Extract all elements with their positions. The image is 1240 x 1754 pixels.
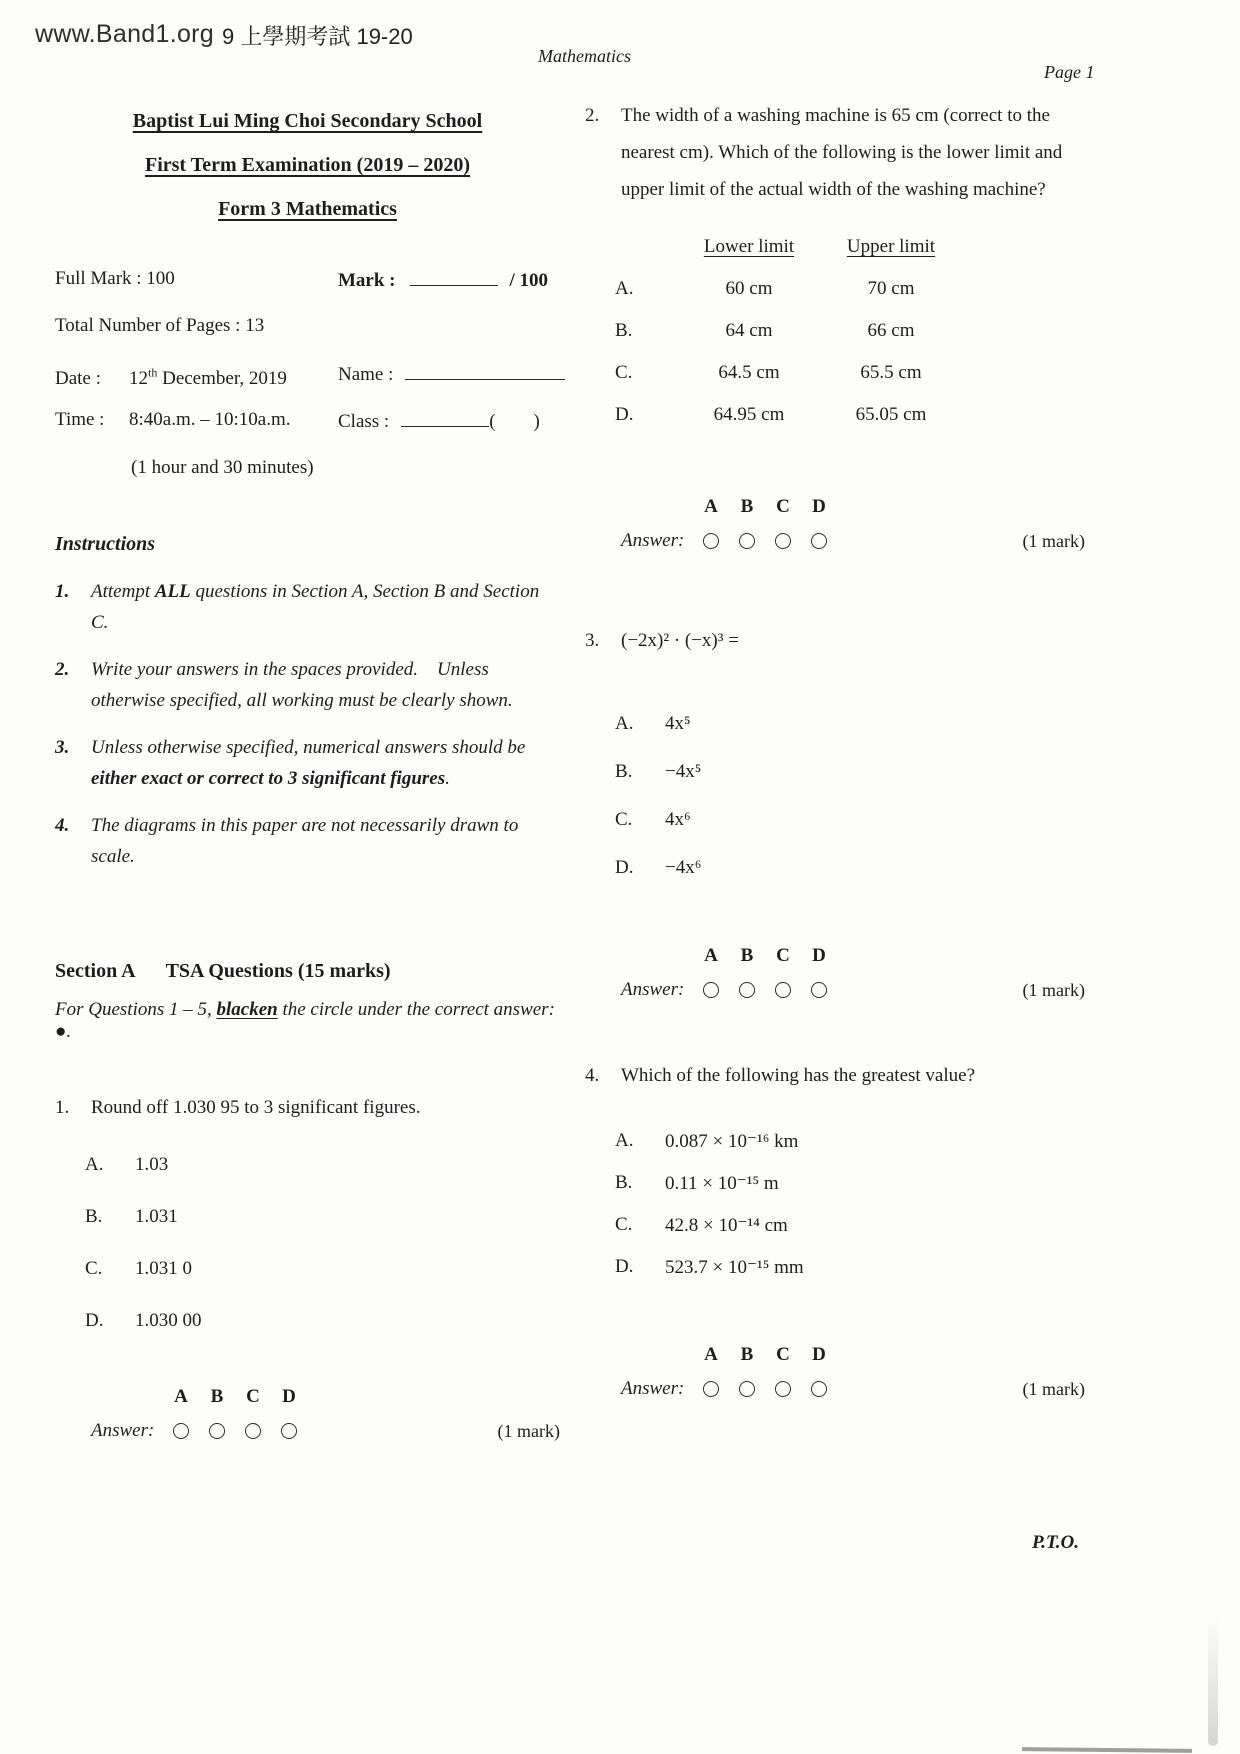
answer-label: Answer: <box>621 979 685 1000</box>
question-2 <box>585 97 1085 552</box>
limits-table <box>615 236 1085 426</box>
question-2-head <box>585 97 1085 208</box>
answer-letter-d: D <box>812 1344 826 1365</box>
answer-letter-c: C <box>776 1344 790 1365</box>
question-2-answer-block <box>585 496 1085 552</box>
time-value: 8:40a.m. – 10:10a.m. <box>129 409 291 430</box>
instruction-item-4 <box>55 810 560 872</box>
question-text: Which of the following has the greatest value? <box>621 1065 976 1086</box>
mark-total: / 100 <box>509 270 549 291</box>
answer-label: Answer: <box>621 1378 685 1399</box>
upper-limit-value: 66 cm <box>867 320 915 341</box>
school-header <box>55 99 560 231</box>
answer-circle-a <box>703 533 719 549</box>
answer-letter-b: B <box>740 496 754 517</box>
option-b: B. −4x⁵ <box>615 761 702 782</box>
question-1-head <box>55 1089 560 1126</box>
upper-limit-value: 70 cm <box>867 278 915 299</box>
answer-row <box>55 1420 560 1442</box>
instructions-title: Instructions <box>55 533 156 555</box>
mark-value: (1 mark) <box>1022 530 1085 551</box>
content-columns <box>55 85 1085 1442</box>
lower-limit-header: Lower limit <box>703 236 795 257</box>
instruction-number: 3. <box>55 737 70 758</box>
answer-circles <box>703 1381 827 1397</box>
instructions-section <box>55 533 560 872</box>
mark-value: (1 mark) <box>497 1420 560 1441</box>
pto-label: P.T.O. <box>1032 1532 1079 1553</box>
question-math-expression: (−2x)² · (−x)³ = <box>621 630 739 651</box>
instruction-number: 4. <box>55 815 70 836</box>
answer-letters <box>703 1344 1085 1366</box>
question-4-options <box>615 1130 1085 1298</box>
answer-circle-a <box>703 982 719 998</box>
upper-limit-value: 65.05 cm <box>855 404 927 425</box>
header-chinese-title: 9 上學期考試 19-20 <box>222 24 413 49</box>
mark-value: (1 mark) <box>1022 979 1085 1000</box>
instruction-item-3 <box>55 732 560 794</box>
answer-circle-c <box>245 1423 261 1439</box>
right-column <box>585 85 1085 1442</box>
lower-limit-value: 64.95 cm <box>713 404 785 425</box>
answer-circle-b <box>739 1381 755 1397</box>
instruction-number: 1. <box>55 581 70 602</box>
question-1-options <box>85 1154 560 1362</box>
option-d: D. 523.7 × 10⁻¹⁵ mm <box>615 1256 804 1278</box>
question-4-answer-block <box>585 1344 1085 1400</box>
answer-circle-d <box>811 982 827 998</box>
question-number: 2. <box>585 105 600 126</box>
instruction-text: Attempt ALL questions in Section A, Section B and Section C. <box>91 581 544 633</box>
class-label: Class : <box>338 411 390 432</box>
answer-circle-b <box>739 533 755 549</box>
exam-title: First Term Examination (2019 – 2020) <box>145 154 470 176</box>
question-4 <box>585 1057 1085 1400</box>
mark-blank-field <box>410 271 498 286</box>
table-row-label: B. <box>615 320 633 341</box>
answer-circle-d <box>811 533 827 549</box>
exam-info-block <box>55 265 560 483</box>
answer-label: Answer: <box>621 530 685 551</box>
page-number: Page 1 <box>1044 62 1095 82</box>
time-group <box>55 409 290 430</box>
question-1-answer-block <box>55 1386 560 1442</box>
answer-letter-b: B <box>210 1386 224 1407</box>
question-text: Round off 1.030 95 to 3 significant figures. <box>91 1097 421 1118</box>
name-blank-field <box>405 365 565 380</box>
answer-letter-a: A <box>704 945 718 966</box>
instruction-item-2 <box>55 654 560 716</box>
option-a: A. 4x⁵ <box>615 713 691 734</box>
question-4-head <box>585 1057 1085 1094</box>
instruction-text: Unless otherwise specified, numerical answers should be either exact or correct to 3 significant figures. <box>91 737 531 789</box>
class-field-group <box>338 408 540 436</box>
left-column <box>55 85 560 1442</box>
header-subject: Mathematics <box>538 46 631 66</box>
answer-circle-c <box>775 533 791 549</box>
question-number: 4. <box>585 1065 600 1086</box>
answer-letter-c: C <box>246 1386 260 1407</box>
instruction-item-1 <box>55 576 560 638</box>
watermark-band1: www.Band1.org <box>35 20 214 48</box>
answer-row <box>585 1378 1085 1400</box>
answer-letter-b: B <box>740 945 754 966</box>
question-1 <box>55 1089 560 1442</box>
question-text: The width of a washing machine is 65 cm (correct to the nearest cm). Which of the following is the lower limit and upper limit of the actual width of the washing machine? <box>621 105 1063 200</box>
answer-letters <box>173 1386 560 1408</box>
question-3 <box>585 622 1085 1001</box>
table-row-label: C. <box>615 362 633 383</box>
table-corner <box>615 236 671 258</box>
exam-duration: (1 hour and 30 minutes) <box>131 457 314 478</box>
table-row-label: D. <box>615 404 634 425</box>
answer-circle-a <box>703 1381 719 1397</box>
answer-letter-c: C <box>776 496 790 517</box>
answer-letter-d: D <box>282 1386 296 1407</box>
answer-circle-d <box>281 1423 297 1439</box>
class-paren-open: ( <box>489 411 496 432</box>
question-3-options <box>615 713 1085 905</box>
answer-letter-c: C <box>776 945 790 966</box>
option-d: D. 1.030 00 <box>85 1310 202 1331</box>
option-b: B. 1.031 <box>85 1206 178 1227</box>
answer-letter-d: D <box>812 496 826 517</box>
date-group <box>55 368 287 389</box>
question-3-head <box>585 622 1085 659</box>
mark-value: (1 mark) <box>1022 1378 1085 1399</box>
answer-letter-a: A <box>704 496 718 517</box>
answer-row <box>585 979 1085 1001</box>
section-a-instruction: For Questions 1 – 5, blacken the circle under the correct answer: ●. <box>55 999 555 1042</box>
instruction-number: 2. <box>55 659 70 680</box>
upper-limit-value: 65.5 cm <box>860 362 922 383</box>
option-c: C. 1.031 0 <box>85 1258 192 1279</box>
instruction-text: The diagrams in this paper are not necessarily drawn to scale. <box>91 815 524 867</box>
option-b: B. 0.11 × 10⁻¹⁵ m <box>615 1172 779 1194</box>
total-pages-label: Total Number of Pages : 13 <box>55 315 265 336</box>
answer-label: Answer: <box>91 1420 155 1441</box>
info-row-pages <box>55 312 560 359</box>
question-number: 1. <box>55 1097 70 1118</box>
instruction-text: Write your answers in the spaces provided. Unless otherwise specified, all working must be clearly shown. <box>91 659 513 711</box>
upper-limit-header: Upper limit <box>846 236 936 257</box>
name-label: Name : <box>338 364 394 385</box>
answer-circle-b <box>739 982 755 998</box>
scan-edge-artifact <box>1022 1747 1192 1753</box>
answer-letter-a: A <box>174 1386 188 1407</box>
answer-circle-c <box>775 982 791 998</box>
option-d: D. −4x⁶ <box>615 857 702 878</box>
mark-label: Mark : <box>338 270 396 291</box>
name-field-group <box>338 361 565 389</box>
section-a-title: Section A TSA Questions (15 marks) <box>55 960 391 982</box>
answer-letters <box>703 945 1085 967</box>
answer-circle-c <box>775 1381 791 1397</box>
class-paren-close: ) <box>533 411 540 432</box>
info-row-marks <box>55 265 560 312</box>
option-c: C. 4x⁶ <box>615 809 691 830</box>
table-row-label: A. <box>615 278 634 299</box>
answer-circle-a <box>173 1423 189 1439</box>
lower-limit-value: 64 cm <box>725 320 773 341</box>
answer-circles <box>703 982 827 998</box>
option-a: A. 1.03 <box>85 1154 169 1175</box>
time-label: Time : <box>55 409 105 430</box>
question-3-answer-block <box>585 945 1085 1001</box>
answer-letter-d: D <box>812 945 826 966</box>
answer-circle-d <box>811 1381 827 1397</box>
answer-row <box>585 530 1085 552</box>
full-mark-label: Full Mark : 100 <box>55 268 175 289</box>
class-blank-field <box>401 412 489 427</box>
mark-field-group <box>338 267 548 295</box>
option-a: A. 0.087 × 10⁻¹⁶ km <box>615 1130 799 1152</box>
answer-letter-a: A <box>704 1344 718 1365</box>
question-number: 3. <box>585 630 600 651</box>
info-row-date <box>55 359 560 406</box>
scan-smudge-artifact <box>1208 1616 1218 1746</box>
answer-circle-b <box>209 1423 225 1439</box>
lower-limit-value: 60 cm <box>725 278 773 299</box>
paper-title: Form 3 Mathematics <box>218 198 397 220</box>
date-value: 12th December, 2019 <box>129 366 287 390</box>
lower-limit-value: 64.5 cm <box>718 362 780 383</box>
answer-circles <box>173 1423 297 1439</box>
answer-letter-b: B <box>740 1344 754 1365</box>
option-c: C. 42.8 × 10⁻¹⁴ cm <box>615 1214 788 1236</box>
answer-letters <box>703 496 1085 518</box>
school-name: Baptist Lui Ming Choi Secondary School <box>132 110 483 132</box>
date-label: Date : <box>55 368 101 390</box>
info-row-time <box>55 406 560 453</box>
section-a-header <box>55 960 560 1043</box>
answer-circles <box>703 533 827 549</box>
